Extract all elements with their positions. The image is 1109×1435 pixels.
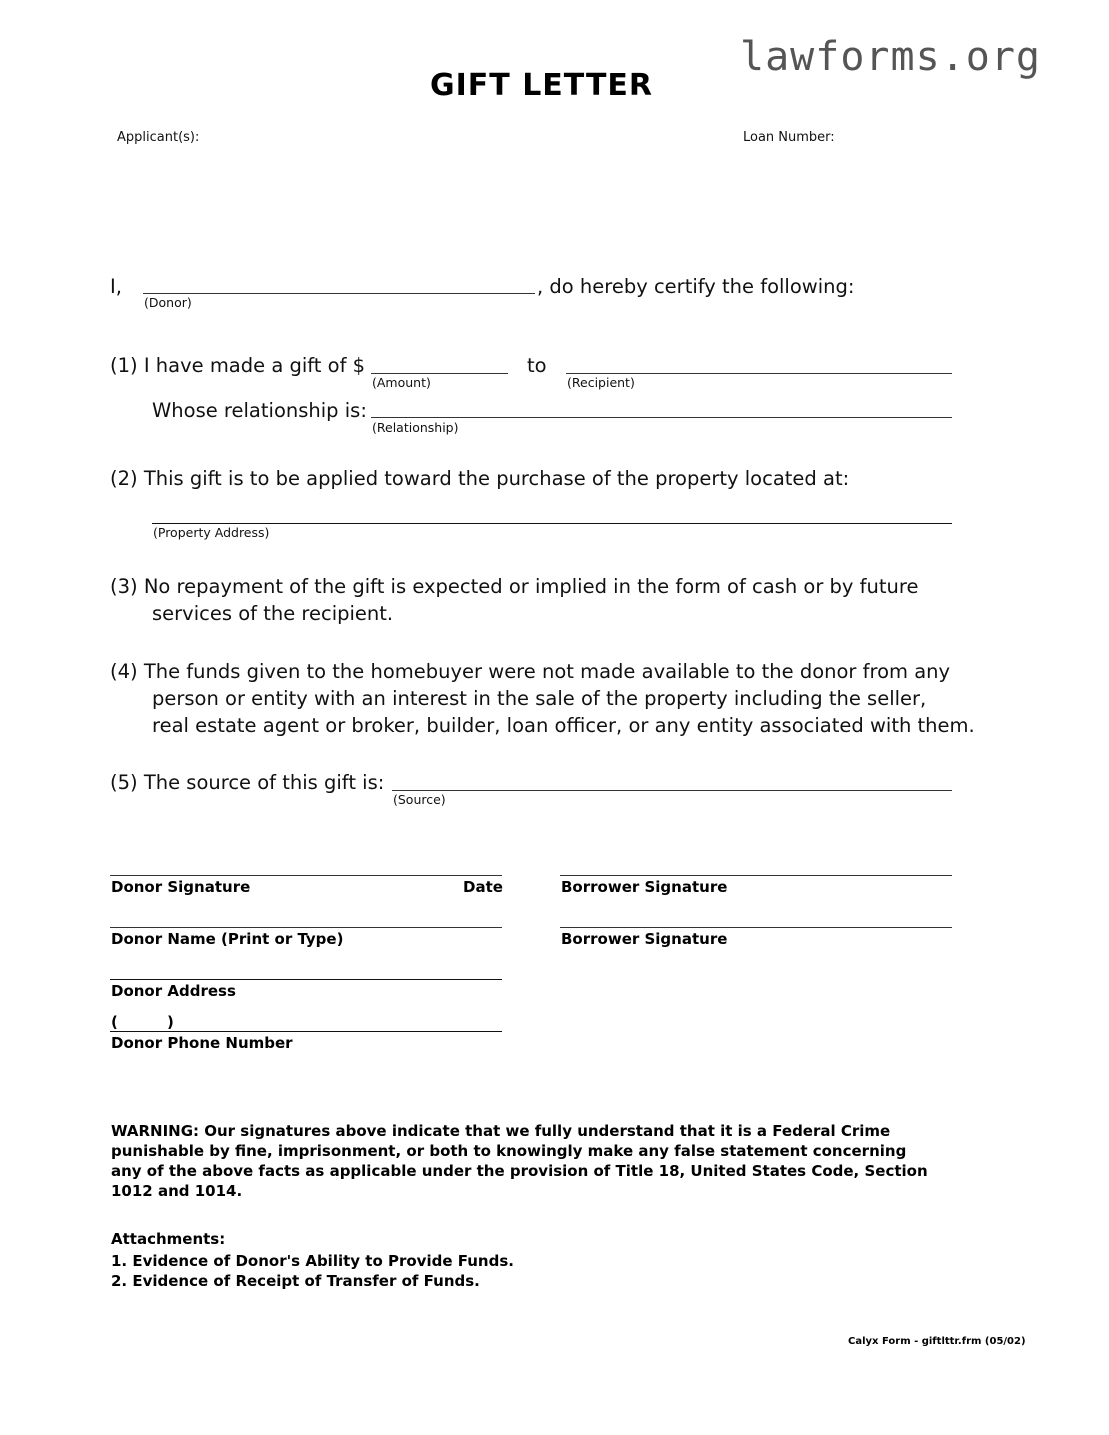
relationship-label: Whose relationship is:: [152, 399, 367, 422]
relationship-caption: (Relationship): [372, 420, 459, 435]
item-3-line-2: services of the recipient.: [152, 602, 394, 625]
phone-area-open: (: [111, 1013, 118, 1031]
donor-name-label: Donor Name (Print or Type): [111, 930, 344, 948]
donor-phone-label: Donor Phone Number: [111, 1034, 293, 1052]
item-4-line-1: (4) The funds given to the homebuyer were not made available to the donor from any: [110, 660, 951, 683]
recipient-caption: (Recipient): [567, 375, 635, 390]
recipient-field-line[interactable]: [566, 373, 952, 374]
donor-address-line[interactable]: [110, 979, 502, 980]
certify-prefix: I,: [110, 275, 122, 298]
amount-field-line[interactable]: [371, 373, 508, 374]
relationship-field-line[interactable]: [371, 417, 952, 418]
item-1-text: (1) I have made a gift of $: [110, 354, 366, 377]
donor-phone-line[interactable]: [110, 1031, 502, 1032]
donor-name-line[interactable]: [110, 927, 502, 928]
item-2-text: (2) This gift is to be applied toward the purchase of the property located at:: [110, 467, 850, 490]
donor-caption: (Donor): [144, 295, 192, 310]
source-caption: (Source): [393, 792, 446, 807]
certify-suffix: , do hereby certify the following:: [537, 275, 855, 298]
date-label: Date: [463, 878, 503, 896]
item-3-line-1: (3) No repayment of the gift is expected or implied in the form of cash or by future: [110, 575, 919, 598]
item-5-text: (5) The source of this gift is:: [110, 771, 385, 794]
property-address-field-line[interactable]: [152, 523, 952, 524]
attachment-item-2: 2. Evidence of Receipt of Transfer of Funds.: [111, 1272, 480, 1290]
property-address-caption: (Property Address): [153, 525, 270, 540]
item-4-line-2: person or entity with an interest in the sale of the property including the seller,: [152, 687, 927, 710]
donor-signature-label: Donor Signature: [111, 878, 251, 896]
form-footer: Calyx Form - giftlttr.frm (05/02): [848, 1336, 1026, 1347]
attachment-item-1: 1. Evidence of Donor's Ability to Provide Funds.: [111, 1252, 514, 1270]
borrower-signature-1-label: Borrower Signature: [561, 878, 728, 896]
phone-area-close: ): [167, 1013, 174, 1031]
attachments-heading: Attachments:: [111, 1230, 226, 1248]
item-1-to: to: [527, 354, 547, 377]
borrower-signature-1-line[interactable]: [560, 875, 952, 876]
item-4-line-3: real estate agent or broker, builder, loan officer, or any entity associated with them.: [152, 714, 975, 737]
borrower-signature-2-label: Borrower Signature: [561, 930, 728, 948]
donor-field-line[interactable]: [143, 293, 535, 294]
page-title: GIFT LETTER: [430, 68, 654, 103]
donor-signature-line[interactable]: [110, 875, 502, 876]
watermark-logo: lawforms.org: [740, 34, 1041, 80]
borrower-signature-2-line[interactable]: [560, 927, 952, 928]
donor-address-label: Donor Address: [111, 982, 236, 1000]
warning-text: WARNING: Our signatures above indicate that we fully understand that it is a Federal Crime punishable by fine, imprisonment, or both to knowingly make any false statement concerning any of the above facts as applicable under the provision of Title 18, United States Code, Section 1012 and 1014.: [111, 1122, 928, 1200]
applicants-label: Applicant(s):: [117, 130, 200, 145]
loan-number-label: Loan Number:: [743, 130, 835, 145]
source-field-line[interactable]: [392, 790, 952, 791]
amount-caption: (Amount): [372, 375, 431, 390]
